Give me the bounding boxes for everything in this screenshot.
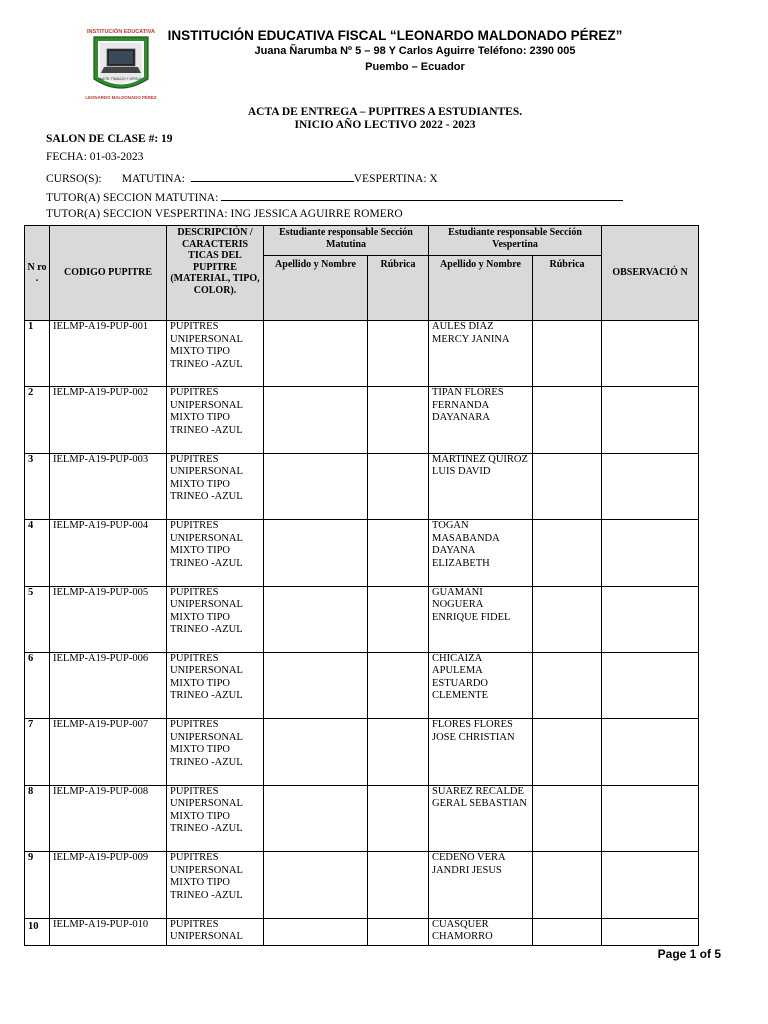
row-matutina-rubrica [368,453,429,519]
row-vespertina-nombre: CEDEÑO VERA JANDRI JESUS [429,852,533,918]
salon-field: SALON DE CLASE #: 19 [46,133,173,145]
row-number: 7 [25,719,50,785]
row-number: 9 [25,852,50,918]
table-row [25,719,699,785]
acta-subtitle: INICIO AÑO LECTIVO 2022 - 2023 [294,119,476,131]
row-observacion [602,918,699,945]
row-observacion [602,785,699,851]
row-descripcion: PUPITRES UNIPERSONAL [167,918,264,945]
header-apellido-matutina: Apellido y Nombre [264,256,368,321]
row-codigo: IELMP-A19-PUP-004 [50,520,167,586]
row-matutina-nombre [264,785,368,851]
row-matutina-rubrica [368,918,429,945]
row-matutina-rubrica [368,719,429,785]
table-row [25,652,699,718]
row-observacion [602,719,699,785]
fecha-field: FECHA: 01-03-2023 [46,151,144,163]
row-codigo: IELMP-A19-PUP-005 [50,586,167,652]
row-matutina-nombre [264,719,368,785]
header-codigo: CODIGO PUPITRE [50,226,167,321]
logo-bottom-text: LEONARDO MALDONADO PÉREZ [85,95,157,100]
row-number: 10 [25,918,50,945]
header-vespertina-group: Estudiante responsable Sección Vespertina [429,226,602,256]
matutina-blank [191,170,354,182]
row-codigo: IELMP-A19-PUP-003 [50,453,167,519]
tutor-matutina-line [46,189,623,204]
row-vespertina-nombre: TIPAN FLORES FERNANDA DAYANARA [429,387,533,453]
row-observacion [602,387,699,453]
row-matutina-nombre [264,453,368,519]
table-row [25,387,699,453]
row-matutina-nombre [264,387,368,453]
row-matutina-nombre [264,918,368,945]
tutor-matutina-label: TUTOR(A) SECCION MATUTINA: [46,192,219,204]
row-matutina-rubrica [368,520,429,586]
row-vespertina-rubrica [533,852,602,918]
row-vespertina-nombre: FLORES FLORES JOSE CHRISTIAN [429,719,533,785]
row-vespertina-nombre: SUAREZ RECALDE GERAL SEBASTIAN [429,785,533,851]
table-row [25,918,699,945]
row-number: 1 [25,321,50,387]
row-vespertina-rubrica [533,586,602,652]
row-matutina-nombre [264,586,368,652]
row-number: 8 [25,785,50,851]
table-row [25,453,699,519]
vespertina-field: VESPERTINA: X [353,173,438,185]
row-matutina-rubrica [368,852,429,918]
row-observacion [602,520,699,586]
table-row [25,321,699,387]
row-matutina-rubrica [368,785,429,851]
header-rubrica-vespertina: Rúbrica [533,256,602,321]
row-codigo: IELMP-A19-PUP-002 [50,387,167,453]
row-matutina-nombre [264,321,368,387]
header-matutina-group: Estudiante responsable Sección Matutina [264,226,429,256]
row-observacion [602,652,699,718]
row-codigo: IELMP-A19-PUP-006 [50,652,167,718]
row-number: 4 [25,520,50,586]
table-row [25,586,699,652]
row-vespertina-nombre: CUASQUER CHAMORRO [429,918,533,945]
row-descripcion: PUPITRES UNIPERSONAL MIXTO TIPO TRINEO -AZUL [167,652,264,718]
institution-title: INSTITUCIÓN EDUCATIVA FISCAL “LEONARDO MALDONADO PÉREZ” [167,28,623,43]
row-matutina-rubrica [368,321,429,387]
row-codigo: IELMP-A19-PUP-008 [50,785,167,851]
row-matutina-nombre [264,852,368,918]
institution-city: Puembo – Ecuador [365,61,465,73]
row-observacion [602,852,699,918]
delivery-table [24,225,699,946]
curso-line [46,170,438,185]
row-matutina-nombre [264,520,368,586]
row-codigo: IELMP-A19-PUP-009 [50,852,167,918]
row-number: 3 [25,453,50,519]
row-observacion [602,586,699,652]
row-vespertina-rubrica [533,918,602,945]
row-vespertina-nombre: CHICAIZA APULEMA ESTUARDO CLEMENTE [429,652,533,718]
institution-address: Juana Ñarumba Nº 5 – 98 Y Carlos Aguirre Teléfono: 2390 005 [254,45,576,57]
logo-motto: AMOR, TRABAJO Y VERDAD [99,77,143,81]
table-row [25,785,699,851]
matutina-label: MATUTINA: [121,173,185,185]
header-nro: N ro . [25,226,50,321]
row-descripcion: PUPITRES UNIPERSONAL MIXTO TIPO TRINEO -AZUL [167,719,264,785]
row-codigo: IELMP-A19-PUP-001 [50,321,167,387]
row-vespertina-nombre: TOGAN MASABANDA DAYANA ELIZABETH [429,520,533,586]
row-number: 2 [25,387,50,453]
row-codigo: IELMP-A19-PUP-010 [50,918,167,945]
row-vespertina-rubrica [533,387,602,453]
logo-emblem [80,27,162,101]
row-descripcion: PUPITRES UNIPERSONAL MIXTO TIPO TRINEO -AZUL [167,453,264,519]
row-descripcion: PUPITRES UNIPERSONAL MIXTO TIPO TRINEO -AZUL [167,387,264,453]
table-row [25,852,699,918]
header-observacion: OBSERVACIÓ N [602,226,699,321]
row-matutina-rubrica [368,652,429,718]
row-observacion [602,453,699,519]
row-matutina-nombre [264,652,368,718]
row-vespertina-rubrica [533,453,602,519]
header-descripcion: DESCRIPCIÓN / CARACTERIS TICAS DEL PUPITRE (MATERIAL, TIPO, COLOR). [167,226,264,321]
tutor-matutina-blank [221,189,623,201]
logo-top-text: INSTITUCIÓN EDUCATIVA [87,29,155,35]
row-descripcion: PUPITRES UNIPERSONAL MIXTO TIPO TRINEO -AZUL [167,852,264,918]
header-rubrica-matutina: Rúbrica [368,256,429,321]
row-vespertina-nombre: MARTINEZ QUIROZ LUIS DAVID [429,453,533,519]
row-vespertina-nombre: AULES DIAZ MERCY JANINA [429,321,533,387]
row-vespertina-rubrica [533,520,602,586]
row-vespertina-nombre: GUAMANI NOGUERA ENRIQUE FIDEL [429,586,533,652]
institution-logo [80,27,162,101]
row-vespertina-rubrica [533,652,602,718]
row-codigo: IELMP-A19-PUP-007 [50,719,167,785]
row-vespertina-rubrica [533,785,602,851]
table-row [25,520,699,586]
row-number: 6 [25,652,50,718]
row-matutina-rubrica [368,586,429,652]
row-vespertina-rubrica [533,719,602,785]
row-vespertina-rubrica [533,321,602,387]
page-number: Page 1 of 5 [657,947,721,961]
tutor-vespertina-field: TUTOR(A) SECCION VESPERTINA: ING JESSICA AGUIRRE ROMERO [46,208,403,220]
acta-title: ACTA DE ENTREGA – PUPITRES A ESTUDIANTES. [247,106,523,118]
row-descripcion: PUPITRES UNIPERSONAL MIXTO TIPO TRINEO -AZUL [167,785,264,851]
header-apellido-vespertina: Apellido y Nombre [429,256,533,321]
row-descripcion: PUPITRES UNIPERSONAL MIXTO TIPO TRINEO -AZUL [167,520,264,586]
row-descripcion: PUPITRES UNIPERSONAL MIXTO TIPO TRINEO -AZUL [167,586,264,652]
curso-label: CURSO(S): [46,173,102,185]
row-number: 5 [25,586,50,652]
row-observacion [602,321,699,387]
row-descripcion: PUPITRES UNIPERSONAL MIXTO TIPO TRINEO -AZUL [167,321,264,387]
row-matutina-rubrica [368,387,429,453]
